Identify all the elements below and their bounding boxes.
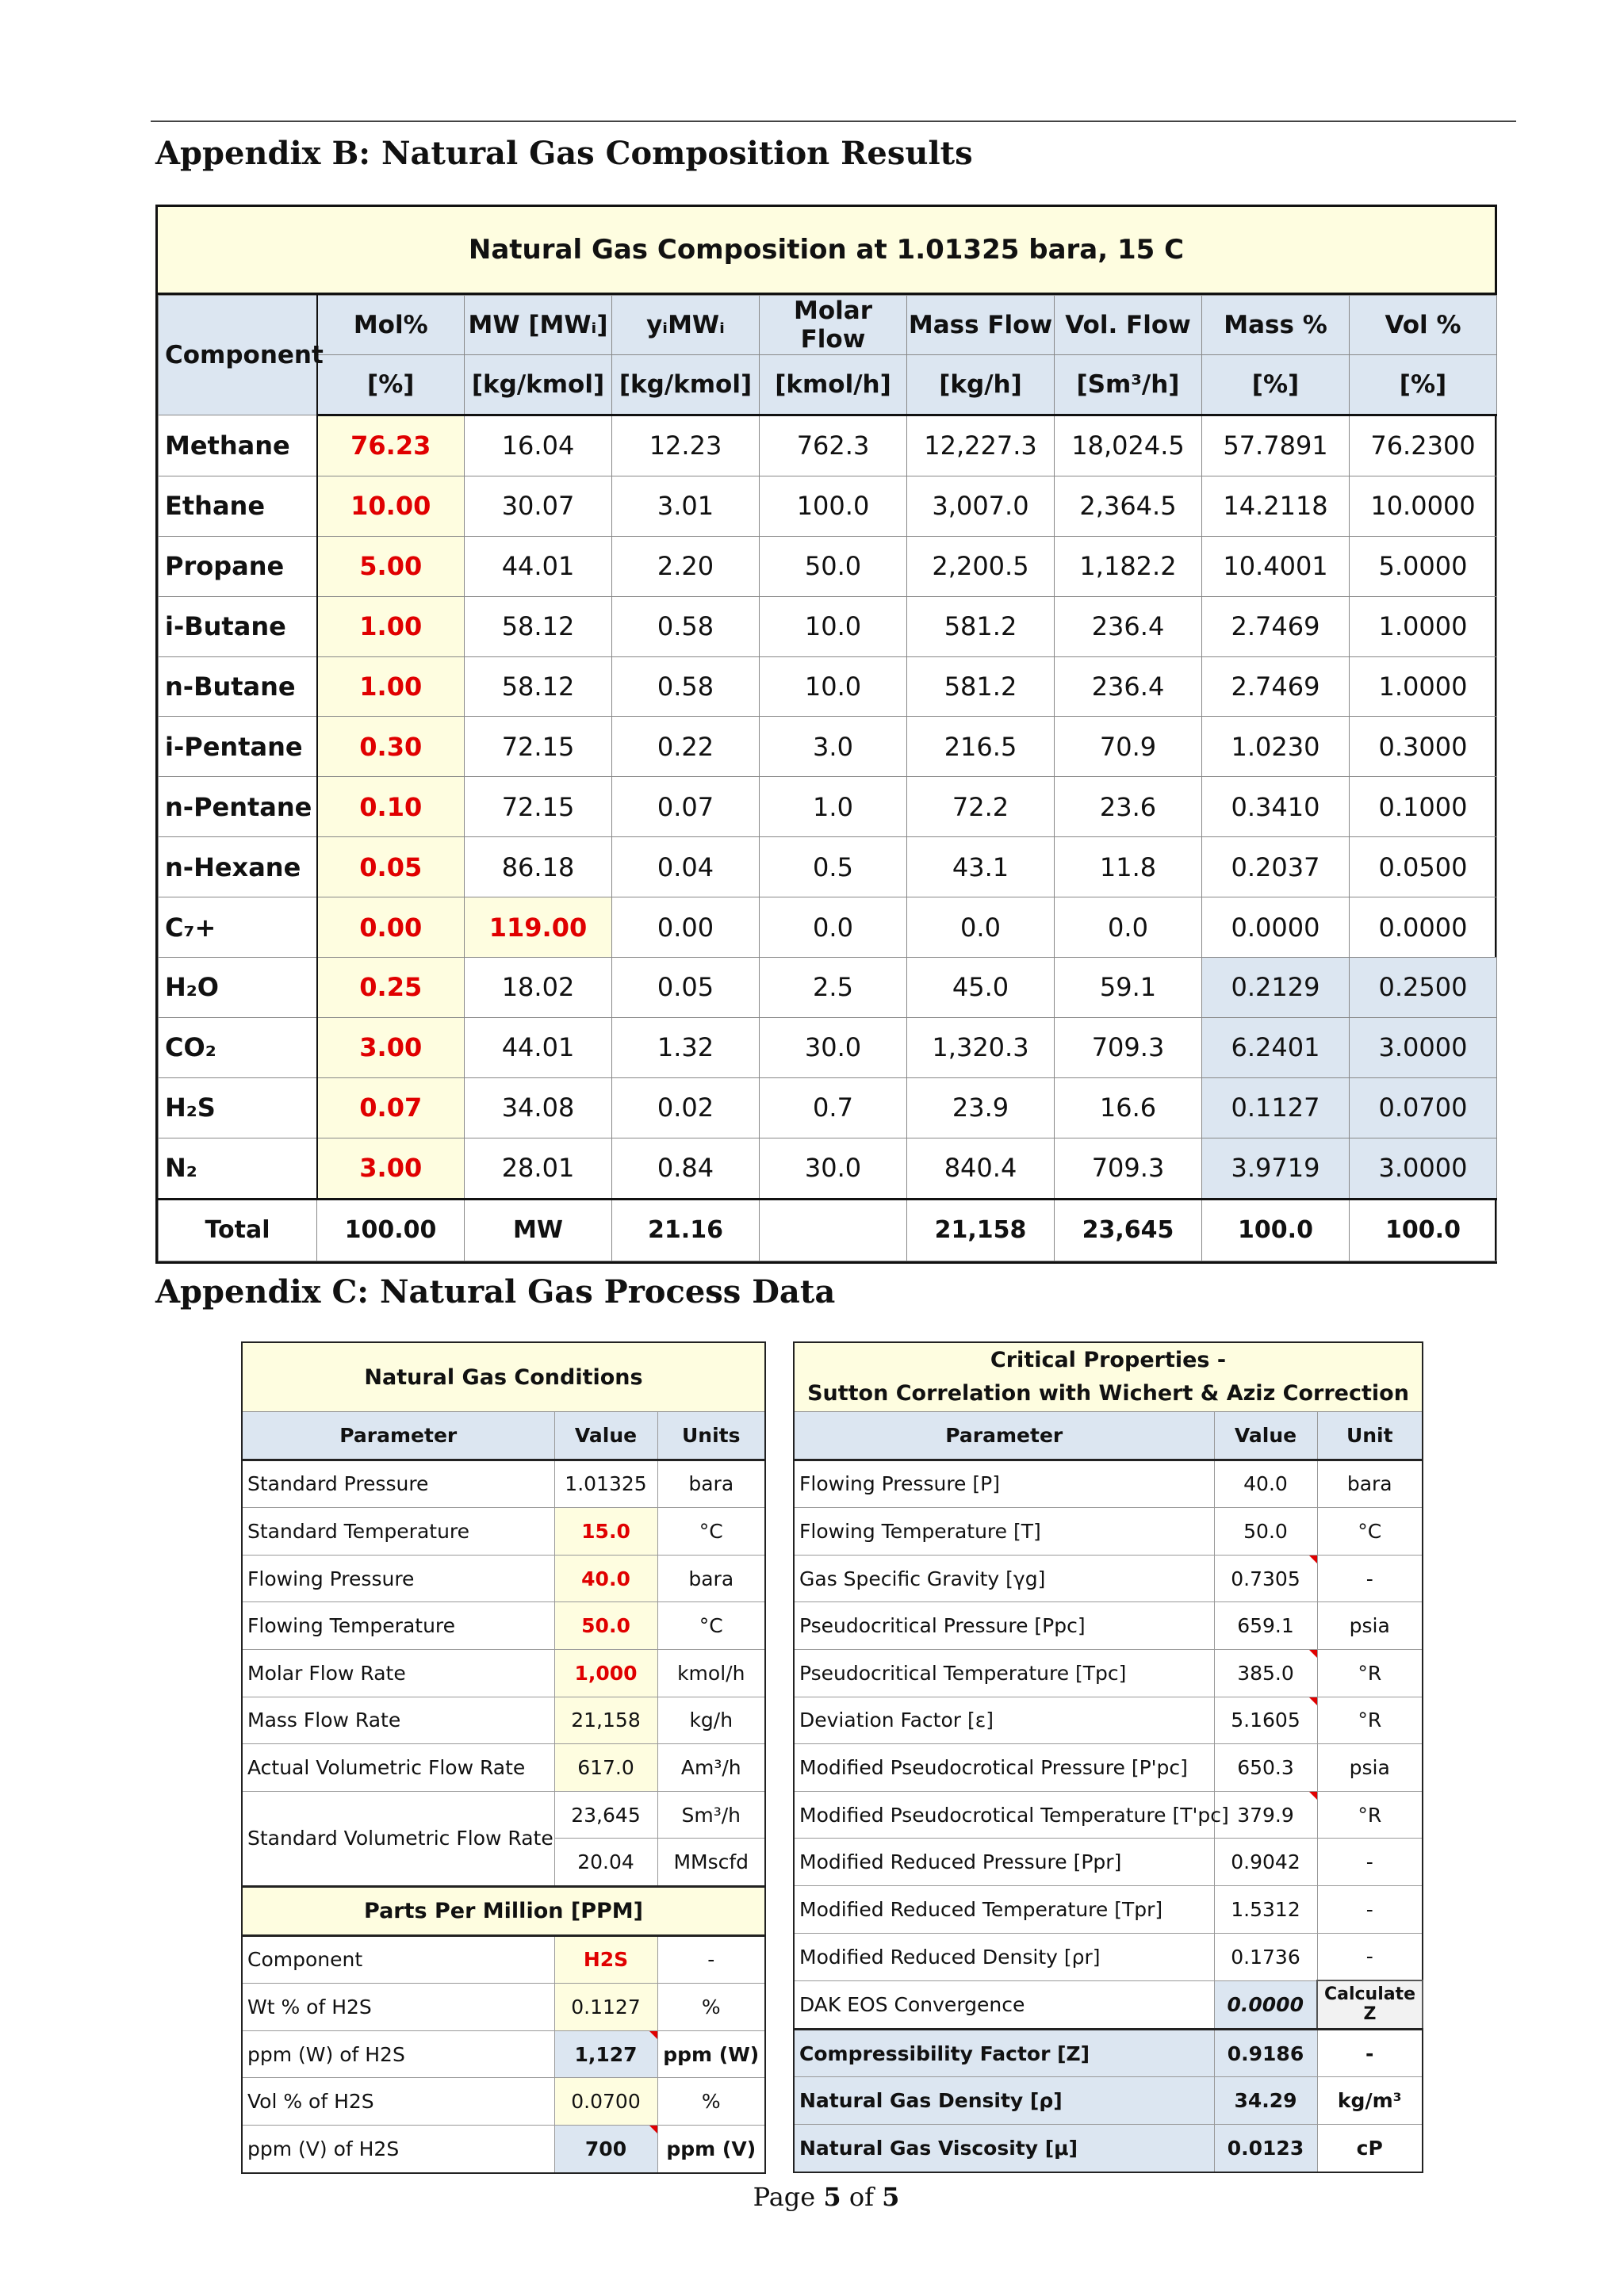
- table-row: [159, 837, 1497, 897]
- critical-param: Modified Pseudocrotical Pressure [P'pc]: [794, 1744, 1214, 1792]
- table-cell: 3.0: [760, 717, 907, 777]
- table-cell: 3.0000: [1350, 1138, 1497, 1199]
- critical-unit: psia: [1317, 1744, 1423, 1792]
- composition-title: Natural Gas Composition at 1.01325 bara, 15 C: [158, 207, 1495, 295]
- table-row: [794, 1885, 1423, 1933]
- table-cell: 3.0000: [1350, 1017, 1497, 1077]
- component-name: Propane: [159, 536, 317, 596]
- condition-param: Mass Flow Rate: [242, 1697, 554, 1744]
- table-cell: 2.7469: [1202, 656, 1350, 717]
- table-row: [794, 1697, 1423, 1744]
- table-cell: 16.6: [1055, 1077, 1202, 1138]
- table-cell: 1.0230: [1202, 717, 1350, 777]
- table-cell: 0.0500: [1350, 837, 1497, 897]
- table-cell: 581.2: [907, 596, 1055, 656]
- critical-value: 379.9: [1214, 1791, 1317, 1839]
- critical-param: Modified Pseudocrotical Temperature [T'pc]: [794, 1791, 1214, 1839]
- critical-unit: °R: [1317, 1649, 1423, 1697]
- critical-param-header: Parameter: [794, 1412, 1214, 1460]
- ppm-param: Wt % of H2S: [242, 1984, 554, 2031]
- critical-unit: bara: [1317, 1460, 1423, 1508]
- table-cell: 1.32: [612, 1017, 760, 1077]
- table-row: [159, 777, 1497, 837]
- condition-param: Standard Temperature: [242, 1508, 554, 1556]
- table-cell: 0.0000: [1202, 897, 1350, 958]
- ppm-title: Parts Per Million [PPM]: [242, 1886, 765, 1935]
- table-cell: 0.2129: [1202, 958, 1350, 1018]
- table-cell: 0.2037: [1202, 837, 1350, 897]
- table-cell: 0.07: [317, 1077, 465, 1138]
- table-row: [159, 1077, 1497, 1138]
- table-cell: 0.0000: [1350, 897, 1497, 958]
- table-row: [794, 1555, 1423, 1602]
- table-row: [159, 596, 1497, 656]
- table-cell: 236.4: [1055, 596, 1202, 656]
- table-cell: 709.3: [1055, 1138, 1202, 1199]
- table-row: [159, 415, 1497, 476]
- table-cell: 1,182.2: [1055, 536, 1202, 596]
- table-cell: 1.0000: [1350, 596, 1497, 656]
- table-row: [794, 1839, 1423, 1886]
- column-unit: [kmol/h]: [760, 355, 907, 415]
- ppm-unit: ppm (V): [657, 2125, 765, 2172]
- table-row: [159, 1138, 1497, 1199]
- result-unit: -: [1317, 2029, 1423, 2077]
- table-row: [794, 1508, 1423, 1556]
- total-cell: 23,645: [1055, 1199, 1202, 1261]
- column-header: Molar Flow: [760, 296, 907, 355]
- table-row: [794, 1649, 1423, 1697]
- ppm-param: Vol % of H2S: [242, 2078, 554, 2126]
- ppm-param: ppm (W) of H2S: [242, 2030, 554, 2078]
- critical-value-header: Value: [1214, 1412, 1317, 1460]
- critical-value: 0.0000: [1214, 1980, 1317, 2029]
- table-cell: 1.00: [317, 656, 465, 717]
- table-cell: 0.2500: [1350, 958, 1497, 1018]
- condition-value: 21,158: [554, 1697, 657, 1744]
- result-value: 0.0123: [1214, 2124, 1317, 2172]
- result-value: 34.29: [1214, 2077, 1317, 2125]
- table-cell: 5.0000: [1350, 536, 1497, 596]
- condition-unit: kmol/h: [657, 1649, 765, 1697]
- table-cell: 1.0000: [1350, 656, 1497, 717]
- table-row: [794, 1602, 1423, 1650]
- footer-prefix: Page: [753, 2182, 824, 2212]
- footer-of: of: [841, 2182, 883, 2212]
- table-cell: 72.15: [465, 777, 612, 837]
- table-cell: 0.07: [612, 777, 760, 837]
- table-cell: 0.0700: [1350, 1077, 1497, 1138]
- table-cell: 0.22: [612, 717, 760, 777]
- column-header: yᵢMWᵢ: [612, 296, 760, 355]
- critical-title: [794, 1342, 1423, 1412]
- table-row: [242, 2078, 765, 2126]
- table-row: [242, 1744, 765, 1792]
- table-row: [242, 1508, 765, 1556]
- table-cell: 0.05: [612, 958, 760, 1018]
- table-cell: 840.4: [907, 1138, 1055, 1199]
- column-header: Vol %: [1350, 296, 1497, 355]
- condition-param: Flowing Pressure: [242, 1555, 554, 1602]
- table-cell: 10.4001: [1202, 536, 1350, 596]
- appendix-b-heading: Appendix B: Natural Gas Composition Results: [155, 135, 973, 172]
- table-row: [242, 1935, 765, 1984]
- critical-unit: -: [1317, 1933, 1423, 1980]
- critical-value: 0.9042: [1214, 1839, 1317, 1886]
- table-row: [159, 717, 1497, 777]
- table-cell: 581.2: [907, 656, 1055, 717]
- table-row: [242, 2030, 765, 2078]
- std-vol-flow-unit: Sm³/h: [657, 1791, 765, 1839]
- component-name: Ethane: [159, 476, 317, 536]
- table-cell: 0.0: [1055, 897, 1202, 958]
- footer-page-number: 5: [823, 2182, 841, 2212]
- component-name: H₂O: [159, 958, 317, 1018]
- table-row: [794, 1980, 1423, 2029]
- condition-param: Standard Pressure: [242, 1460, 554, 1508]
- column-unit: [Sm³/h]: [1055, 355, 1202, 415]
- table-cell: 44.01: [465, 1017, 612, 1077]
- table-row: [242, 1555, 765, 1602]
- table-cell: 18.02: [465, 958, 612, 1018]
- total-cell: MW: [465, 1199, 612, 1261]
- table-cell: 10.0: [760, 596, 907, 656]
- total-cell: [760, 1199, 907, 1261]
- table-cell: 2,200.5: [907, 536, 1055, 596]
- table-cell: 216.5: [907, 717, 1055, 777]
- component-name: C₇+: [159, 897, 317, 958]
- result-row: [794, 2077, 1423, 2125]
- table-cell: 3.9719: [1202, 1138, 1350, 1199]
- critical-unit: °R: [1317, 1697, 1423, 1744]
- critical-unit-header: Unit: [1317, 1412, 1423, 1460]
- conditions-value-header: Value: [554, 1412, 657, 1460]
- column-unit: [%]: [1202, 355, 1350, 415]
- page-footer: [0, 2182, 1624, 2212]
- table-cell: 762.3: [760, 415, 907, 476]
- table-row: [159, 536, 1497, 596]
- footer-page-total: 5: [882, 2182, 900, 2212]
- table-cell: 2.5: [760, 958, 907, 1018]
- table-cell: 43.1: [907, 837, 1055, 897]
- ppm-unit: ppm (W): [657, 2030, 765, 2078]
- component-name: i-Pentane: [159, 717, 317, 777]
- table-cell: 58.12: [465, 596, 612, 656]
- table-cell: 0.05: [317, 837, 465, 897]
- total-cell: 21.16: [612, 1199, 760, 1261]
- table-cell: 0.0: [907, 897, 1055, 958]
- total-cell: 21,158: [907, 1199, 1055, 1261]
- result-unit: cP: [1317, 2124, 1423, 2172]
- condition-value: 1.01325: [554, 1460, 657, 1508]
- result-param: Natural Gas Viscosity [μ]: [794, 2124, 1214, 2172]
- table-cell: 23.6: [1055, 777, 1202, 837]
- critical-value: 0.1736: [1214, 1933, 1317, 1980]
- table-cell: 76.2300: [1350, 415, 1497, 476]
- critical-param: Deviation Factor [ε]: [794, 1697, 1214, 1744]
- critical-param: Flowing Temperature [T]: [794, 1508, 1214, 1556]
- table-row: [242, 1649, 765, 1697]
- table-cell: 28.01: [465, 1138, 612, 1199]
- critical-param: Modified Reduced Density [ρr]: [794, 1933, 1214, 1980]
- ppm-unit: %: [657, 2078, 765, 2126]
- condition-unit: kg/h: [657, 1697, 765, 1744]
- table-cell: 0.00: [317, 897, 465, 958]
- table-cell: 11.8: [1055, 837, 1202, 897]
- ppm-value: 0.0700: [554, 2078, 657, 2126]
- critical-param: Modified Reduced Pressure [Ppr]: [794, 1839, 1214, 1886]
- table-cell: 10.0000: [1350, 476, 1497, 536]
- table-cell: 0.3000: [1350, 717, 1497, 777]
- ppm-param: Component: [242, 1935, 554, 1984]
- table-cell: 0.58: [612, 656, 760, 717]
- table-cell: 0.7: [760, 1077, 907, 1138]
- column-header: Mass %: [1202, 296, 1350, 355]
- component-name: N₂: [159, 1138, 317, 1199]
- table-row: [242, 2125, 765, 2172]
- column-header: MW [MWᵢ]: [465, 296, 612, 355]
- critical-value: 0.7305: [1214, 1555, 1317, 1602]
- table-cell: 59.1: [1055, 958, 1202, 1018]
- table-cell: 119.00: [465, 897, 612, 958]
- condition-param: Molar Flow Rate: [242, 1649, 554, 1697]
- table-cell: 100.0: [760, 476, 907, 536]
- critical-param: DAK EOS Convergence: [794, 1980, 1214, 2029]
- result-param: Natural Gas Density [ρ]: [794, 2077, 1214, 2125]
- column-unit: [%]: [317, 355, 465, 415]
- table-cell: 2,364.5: [1055, 476, 1202, 536]
- column-unit: [kg/kmol]: [612, 355, 760, 415]
- ppm-param: ppm (V) of H2S: [242, 2125, 554, 2172]
- table-row: [159, 656, 1497, 717]
- table-cell: 72.15: [465, 717, 612, 777]
- table-cell: 0.25: [317, 958, 465, 1018]
- ppm-unit: %: [657, 1984, 765, 2031]
- component-header: Component: [159, 296, 317, 415]
- table-cell: 3.01: [612, 476, 760, 536]
- condition-value[interactable]: 40.0: [554, 1555, 657, 1602]
- result-row: [794, 2124, 1423, 2172]
- critical-value: 650.3: [1214, 1744, 1317, 1792]
- condition-param: Actual Volumetric Flow Rate: [242, 1744, 554, 1792]
- table-cell: 34.08: [465, 1077, 612, 1138]
- table-cell: 12,227.3: [907, 415, 1055, 476]
- table-row: [159, 897, 1497, 958]
- condition-unit: bara: [657, 1555, 765, 1602]
- table-cell: 0.04: [612, 837, 760, 897]
- table-cell: 3,007.0: [907, 476, 1055, 536]
- table-cell: 5.00: [317, 536, 465, 596]
- critical-title-line1: Critical Properties -: [990, 1348, 1227, 1372]
- table-row: [242, 1984, 765, 2031]
- ppm-value[interactable]: H2S: [554, 1935, 657, 1984]
- critical-value: 385.0: [1214, 1649, 1317, 1697]
- table-row: [242, 1697, 765, 1744]
- table-cell: 0.02: [612, 1077, 760, 1138]
- table-row: [242, 1460, 765, 1508]
- critical-value: 40.0: [1214, 1460, 1317, 1508]
- conditions-units-header: Units: [657, 1412, 765, 1460]
- table-cell: 1,320.3: [907, 1017, 1055, 1077]
- table-cell: 23.9: [907, 1077, 1055, 1138]
- critical-param: Flowing Pressure [P]: [794, 1460, 1214, 1508]
- ppm-value: 0.1127: [554, 1984, 657, 2031]
- critical-unit: °C: [1317, 1508, 1423, 1556]
- critical-value: 50.0: [1214, 1508, 1317, 1556]
- appendix-c-heading: Appendix C: Natural Gas Process Data: [155, 1273, 836, 1311]
- total-cell: 100.00: [317, 1199, 465, 1261]
- result-param: Compressibility Factor [Z]: [794, 2029, 1214, 2077]
- table-cell: 50.0: [760, 536, 907, 596]
- critical-unit: °R: [1317, 1791, 1423, 1839]
- total-label: Total: [159, 1199, 317, 1261]
- critical-param: Pseudocritical Temperature [Tpc]: [794, 1649, 1214, 1697]
- table-cell: 57.7891: [1202, 415, 1350, 476]
- table-cell: 72.2: [907, 777, 1055, 837]
- condition-unit: °C: [657, 1602, 765, 1650]
- critical-unit: -: [1317, 1555, 1423, 1602]
- critical-value: 1.5312: [1214, 1885, 1317, 1933]
- column-header: Vol. Flow: [1055, 296, 1202, 355]
- table-cell: 0.1000: [1350, 777, 1497, 837]
- table-cell: 2.7469: [1202, 596, 1350, 656]
- condition-value[interactable]: 1,000: [554, 1649, 657, 1697]
- condition-unit: °C: [657, 1508, 765, 1556]
- critical-unit: -: [1317, 1885, 1423, 1933]
- result-unit: kg/m³: [1317, 2077, 1423, 2125]
- table-row: [794, 1791, 1423, 1839]
- table-cell: 30.0: [760, 1138, 907, 1199]
- table-cell: 6.2401: [1202, 1017, 1350, 1077]
- column-header: Mol%: [317, 296, 465, 355]
- table-row: [794, 1744, 1423, 1792]
- ppm-unit: -: [657, 1935, 765, 1984]
- critical-param: Modified Reduced Temperature [Tpr]: [794, 1885, 1214, 1933]
- std-vol-flow-mmscfd-value: 20.04: [554, 1839, 657, 1887]
- table-cell: 45.0: [907, 958, 1055, 1018]
- composition-table: [155, 205, 1497, 1264]
- component-name: n-Butane: [159, 656, 317, 717]
- table-cell: 18,024.5: [1055, 415, 1202, 476]
- table-cell: 30.07: [465, 476, 612, 536]
- table-cell: 70.9: [1055, 717, 1202, 777]
- table-cell: 12.23: [612, 415, 760, 476]
- ppm-value: 1,127: [554, 2030, 657, 2078]
- calculate-z-button[interactable]: Calculate Z: [1317, 1980, 1423, 2029]
- std-vol-flow-mmscfd-unit: MMscfd: [657, 1839, 765, 1887]
- table-cell: 1.0: [760, 777, 907, 837]
- gas-conditions-table: [241, 1341, 766, 2174]
- total-cell: 100.0: [1350, 1199, 1497, 1261]
- component-name: Methane: [159, 415, 317, 476]
- table-row: [159, 476, 1497, 536]
- table-row: [159, 958, 1497, 1018]
- column-unit: [%]: [1350, 355, 1497, 415]
- component-name: H₂S: [159, 1077, 317, 1138]
- table-cell: 58.12: [465, 656, 612, 717]
- table-cell: 3.00: [317, 1017, 465, 1077]
- column-unit: [kg/h]: [907, 355, 1055, 415]
- total-cell: 100.0: [1202, 1199, 1350, 1261]
- header-rule: [151, 121, 1516, 122]
- table-cell: 3.00: [317, 1138, 465, 1199]
- table-cell: 0.00: [612, 897, 760, 958]
- table-cell: 0.30: [317, 717, 465, 777]
- condition-unit: bara: [657, 1460, 765, 1508]
- ppm-value: 700: [554, 2125, 657, 2172]
- conditions-param-header: Parameter: [242, 1412, 554, 1460]
- component-name: n-Pentane: [159, 777, 317, 837]
- condition-value[interactable]: 15.0: [554, 1508, 657, 1556]
- result-row: [794, 2029, 1423, 2077]
- table-cell: 76.23: [317, 415, 465, 476]
- condition-param: Flowing Temperature: [242, 1602, 554, 1650]
- std-vol-flow-value: 23,645: [554, 1791, 657, 1839]
- std-vol-flow-label: Standard Volumetric Flow Rate: [242, 1791, 554, 1886]
- table-cell: 44.01: [465, 536, 612, 596]
- critical-value: 5.1605: [1214, 1697, 1317, 1744]
- table-cell: 10.0: [760, 656, 907, 717]
- table-cell: 0.0: [760, 897, 907, 958]
- table-cell: 0.1127: [1202, 1077, 1350, 1138]
- result-value: 0.9186: [1214, 2029, 1317, 2077]
- table-cell: 0.5: [760, 837, 907, 897]
- critical-properties-table: [793, 1341, 1423, 2173]
- component-name: CO₂: [159, 1017, 317, 1077]
- table-cell: 1.00: [317, 596, 465, 656]
- conditions-title: Natural Gas Conditions: [242, 1342, 765, 1412]
- critical-param: Pseudocritical Pressure [Ppc]: [794, 1602, 1214, 1650]
- critical-unit: psia: [1317, 1602, 1423, 1650]
- table-cell: 86.18: [465, 837, 612, 897]
- table-row: [794, 1460, 1423, 1508]
- condition-unit: Am³/h: [657, 1744, 765, 1792]
- component-name: n-Hexane: [159, 837, 317, 897]
- table-cell: 16.04: [465, 415, 612, 476]
- table-cell: 709.3: [1055, 1017, 1202, 1077]
- critical-unit: -: [1317, 1839, 1423, 1886]
- condition-value: 617.0: [554, 1744, 657, 1792]
- column-header: Mass Flow: [907, 296, 1055, 355]
- table-cell: 0.10: [317, 777, 465, 837]
- table-cell: 0.58: [612, 596, 760, 656]
- table-cell: 0.84: [612, 1138, 760, 1199]
- condition-value[interactable]: 50.0: [554, 1602, 657, 1650]
- column-unit: [kg/kmol]: [465, 355, 612, 415]
- table-cell: 2.20: [612, 536, 760, 596]
- critical-param: Gas Specific Gravity [γg]: [794, 1555, 1214, 1602]
- critical-value: 659.1: [1214, 1602, 1317, 1650]
- critical-title-line2: Sutton Correlation with Wichert & Aziz Correction: [807, 1381, 1409, 1406]
- table-row: [159, 1017, 1497, 1077]
- table-cell: 30.0: [760, 1017, 907, 1077]
- table-cell: 14.2118: [1202, 476, 1350, 536]
- table-row: [794, 1933, 1423, 1980]
- table-cell: 10.00: [317, 476, 465, 536]
- table-cell: 236.4: [1055, 656, 1202, 717]
- table-cell: 0.3410: [1202, 777, 1350, 837]
- table-row: [242, 1602, 765, 1650]
- component-name: i-Butane: [159, 596, 317, 656]
